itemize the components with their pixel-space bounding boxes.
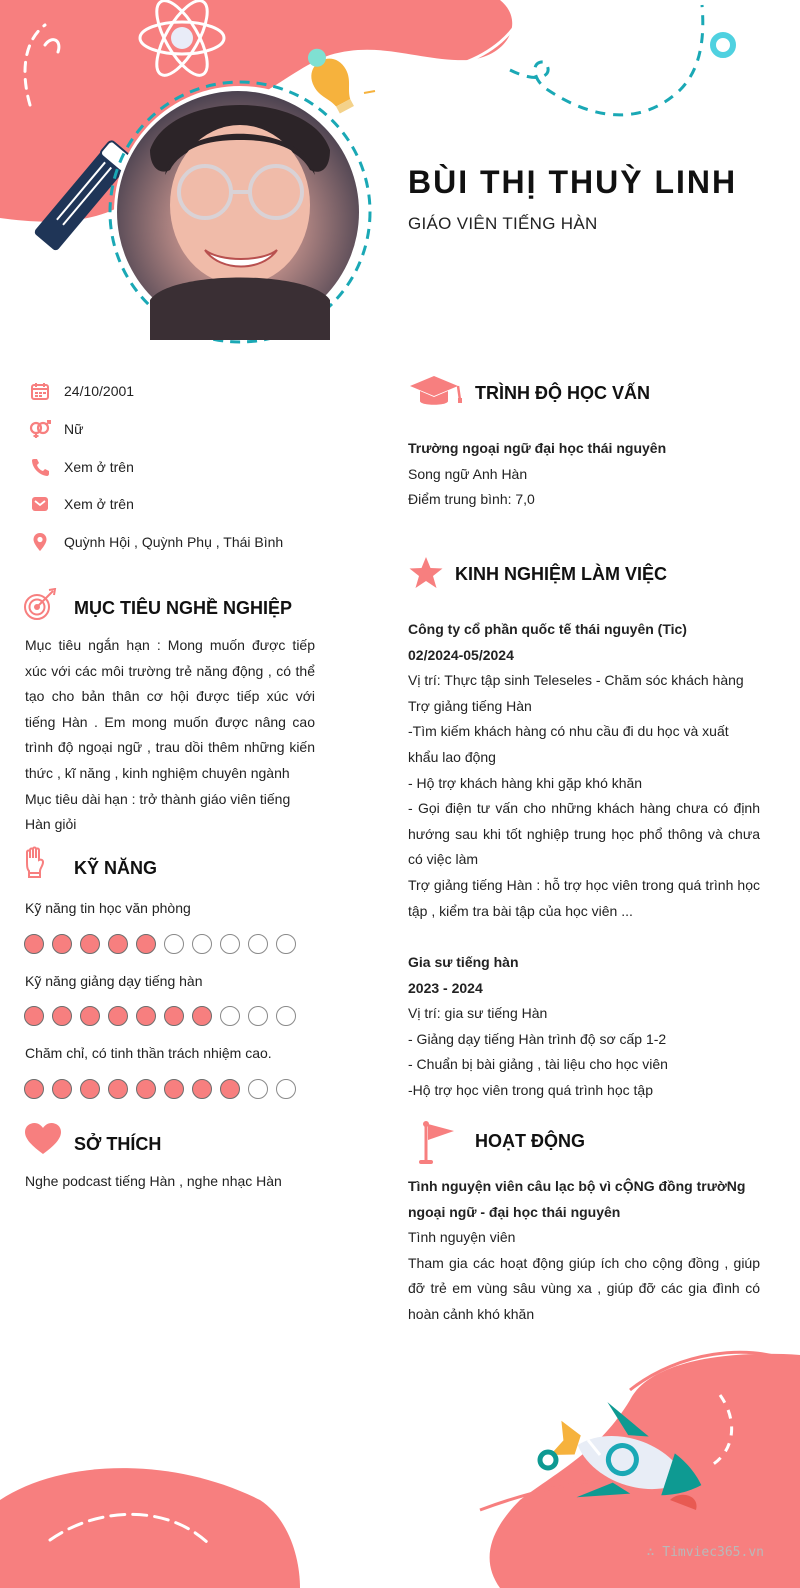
- email-row: [28, 491, 348, 517]
- rating-dot: [164, 934, 184, 954]
- job-line: -Tìm kiếm khách hàng có nhu cầu đi du học và xuất khẩu lao động: [408, 723, 729, 765]
- education-block: [408, 436, 768, 513]
- rating-dot: [136, 1006, 156, 1026]
- job-line: - Gọi điện tư vấn cho những khách hàng chưa có định hướng sau khi tốt nghiệp trung học phổ thông và chưa có việc làm: [408, 800, 760, 868]
- rating-dot: [24, 1006, 44, 1026]
- job-line: Vị trí: gia sư tiếng Hàn: [408, 1005, 548, 1022]
- rating-dot: [192, 934, 212, 954]
- hobbies-title: SỞ THÍCH: [74, 1134, 162, 1154]
- rating-dot: [80, 1006, 100, 1026]
- gender-icon: [28, 417, 52, 441]
- job-period: 02/2024-05/2024: [408, 646, 514, 663]
- education-major: Song ngữ Anh Hàn: [408, 465, 528, 482]
- education-gpa: Điểm trung bình: 7,0: [408, 491, 535, 508]
- activities-block: [408, 1174, 760, 1328]
- candidate-name: BÙI THỊ THUỲ LINH: [408, 164, 738, 200]
- objective-short-term: Mục tiêu ngắn hạn : Mong muốn được tiếp xúc với các môi trường trẻ năng động , có thể tạo cho bản thân cơ hội được tiếp xúc với tiếng Hàn . Em mong muốn được nâng cao trình độ ngoại ngữ , trau dồi thêm những kiến thức , kĩ năng , kinh nghiệm chuyên ngành: [25, 637, 315, 781]
- experience-job-1: [408, 617, 760, 924]
- rating-dot: [248, 1079, 268, 1099]
- star-icon: [408, 556, 444, 595]
- job-line: Vị trí: Thực tập sinh Teleseles - Chăm sóc khách hàng: [408, 672, 744, 689]
- skill-name: Kỹ năng tin học văn phòng: [25, 900, 191, 916]
- job-line: Trợ giảng tiếng Hàn : hỗ trợ học viên trong quá trình học tập , kiểm tra bài tập của học viên ...: [408, 876, 760, 919]
- rating-dot: [136, 1079, 156, 1099]
- graduation-cap-icon: [408, 374, 464, 415]
- teal-ring: [713, 35, 733, 55]
- rating-dot: [276, 1006, 296, 1026]
- rating-dot: [220, 934, 240, 954]
- location-pin-icon: [28, 530, 52, 554]
- skill-rating: [24, 1079, 304, 1099]
- job-company: Công ty cổ phần quốc tế thái nguyên (Tic): [408, 621, 687, 637]
- address-row: [28, 529, 348, 555]
- rating-dot: [24, 1079, 44, 1099]
- activity-org: Tình nguyện viên câu lạc bộ vì cỘNG đồng trườNg ngoại ngữ - đại học thái nguyên: [408, 1178, 746, 1220]
- objective-text: [25, 633, 315, 838]
- rating-dot: [276, 934, 296, 954]
- rating-dot: [24, 934, 44, 954]
- phone-value: Xem ở trên: [64, 459, 134, 475]
- calendar-icon: [28, 379, 52, 403]
- rating-dot: [80, 934, 100, 954]
- rating-dot: [136, 934, 156, 954]
- job-position: GIÁO VIÊN TIẾNG HÀN: [408, 214, 598, 233]
- rating-dot: [80, 1079, 100, 1099]
- rating-dot: [276, 1079, 296, 1099]
- rating-dot: [52, 934, 72, 954]
- email-icon: [28, 492, 52, 516]
- activities-title: HOẠT ĐỘNG: [475, 1131, 585, 1151]
- email-value: Xem ở trên: [64, 496, 134, 512]
- job-period: 2023 - 2024: [408, 979, 483, 996]
- target-icon: [22, 588, 58, 629]
- bottom-left-blob: [0, 1468, 300, 1588]
- gender-value: Nữ: [64, 421, 84, 437]
- avatar: [110, 82, 370, 342]
- hobbies-text: Nghe podcast tiếng Hàn , nghe nhạc Hàn: [25, 1173, 282, 1189]
- skills-title: KỸ NĂNG: [74, 858, 158, 878]
- experience-job-2: [408, 950, 760, 1104]
- phone-row: [28, 454, 348, 480]
- job-line: - Hộ trợ khách hàng khi gặp khó khăn: [408, 774, 643, 791]
- gender-row: [28, 416, 348, 442]
- heart-icon: [24, 1122, 62, 1161]
- flag-icon: [416, 1120, 456, 1171]
- rating-dot: [192, 1006, 212, 1026]
- skill-name: Chăm chỉ, có tinh thần trách nhiệm cao.: [25, 1045, 272, 1061]
- job-line: - Chuẩn bị bài giảng , tài liệu cho học viên: [408, 1056, 668, 1073]
- birthday-row: [28, 378, 348, 404]
- experience-title: KINH NGHIỆM LÀM VIỆC: [455, 564, 668, 584]
- rating-dot: [52, 1079, 72, 1099]
- activity-role: Tình nguyện viên: [408, 1229, 516, 1246]
- rating-dot: [108, 934, 128, 954]
- rating-dot: [248, 1006, 268, 1026]
- rating-dot: [108, 1079, 128, 1099]
- job-line: -Hộ trợ học viên trong quá trình học tập: [408, 1081, 653, 1098]
- skill-rating: [24, 934, 304, 954]
- rating-dot: [220, 1079, 240, 1099]
- job-line: - Giảng dạy tiếng Hàn trình độ sơ cấp 1-2: [408, 1030, 667, 1047]
- objective-title: MỤC TIÊU NGHỀ NGHIỆP: [74, 598, 293, 618]
- education-school: Trường ngoại ngữ đại học thái nguyên: [408, 440, 667, 456]
- skill-rating: [24, 1006, 304, 1026]
- raised-fist-icon: [22, 846, 50, 885]
- rating-dot: [164, 1079, 184, 1099]
- rating-dot: [108, 1006, 128, 1026]
- education-title: TRÌNH ĐỘ HỌC VẤN: [475, 383, 650, 403]
- objective-long-term: Mục tiêu dài hạn : trở thành giáo viên tiếng Hàn giỏi: [25, 790, 291, 833]
- rating-dot: [52, 1006, 72, 1026]
- watermark: ∴ Timviec365.vn: [646, 1545, 764, 1560]
- birthday-value: 24/10/2001: [64, 383, 135, 399]
- skill-name: Kỹ năng giảng dạy tiếng hàn: [25, 973, 203, 989]
- address-value: Quỳnh Hội , Quỳnh Phụ , Thái Bình: [64, 534, 284, 550]
- rating-dot: [248, 934, 268, 954]
- rating-dot: [164, 1006, 184, 1026]
- activity-desc: Tham gia các hoạt động giúp ích cho cộng đồng , giúp đỡ trẻ em vùng sâu vùng xa , giúp đỡ các gia đình có hoàn cảnh khó khăn: [408, 1254, 760, 1322]
- rating-dot: [192, 1079, 212, 1099]
- rating-dot: [220, 1006, 240, 1026]
- job-line: Trợ giảng tiếng Hàn: [408, 697, 532, 714]
- job-company: Gia sư tiếng hàn: [408, 954, 519, 970]
- phone-icon: [28, 455, 52, 479]
